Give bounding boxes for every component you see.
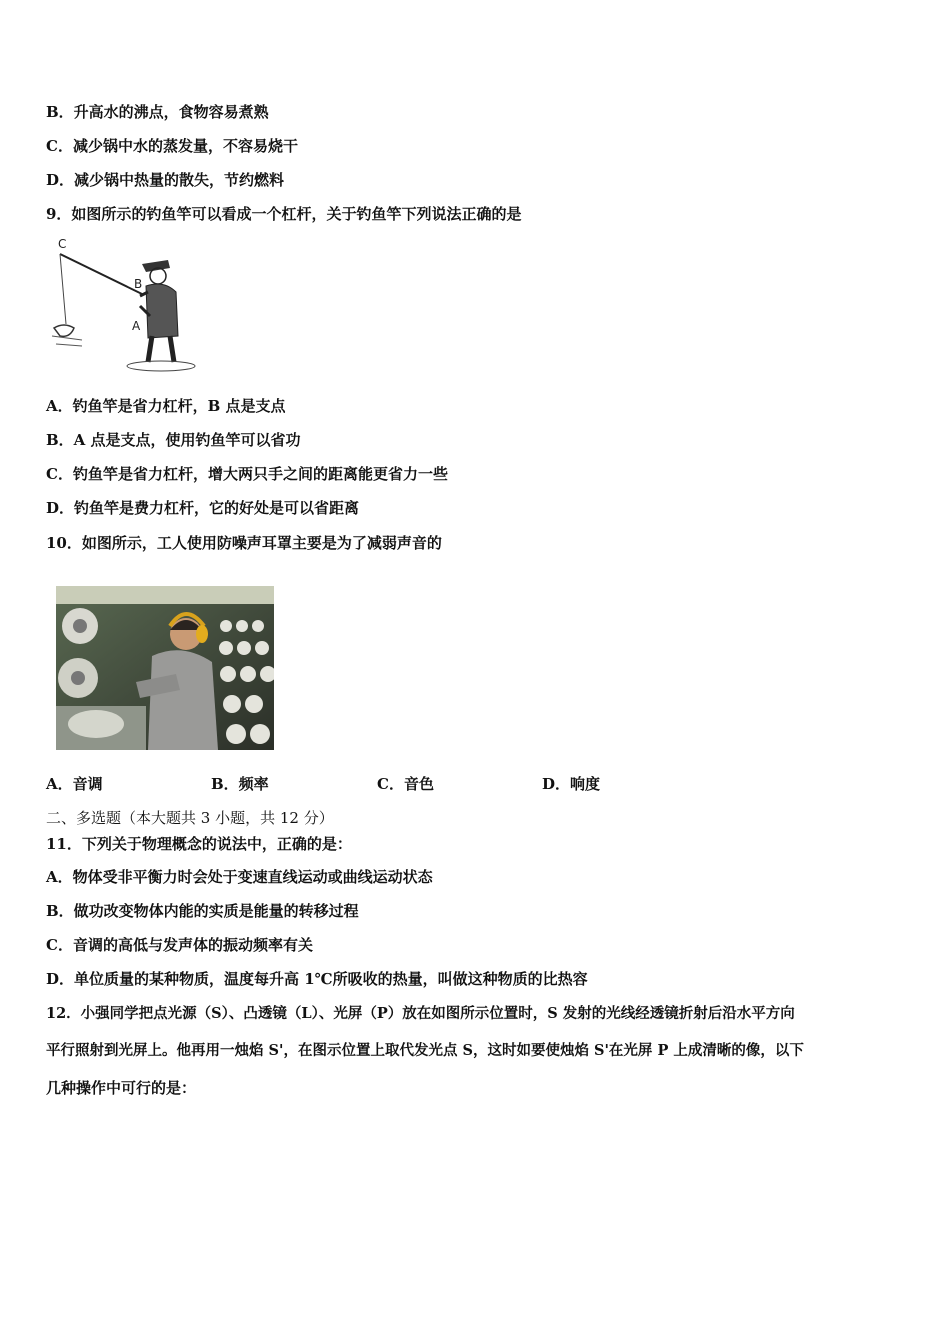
q10-option-a: A．音调 xyxy=(46,775,103,793)
q11-stem: 11．下列关于物理概念的说法中，正确的是： xyxy=(46,835,352,853)
q11-option-b: B．做功改变物体内能的实质是能量的转移过程 xyxy=(46,902,359,920)
q8-option-b: B．升高水的沸点，食物容易煮熟 xyxy=(46,103,269,121)
section-2-title: 二、多选题（本大题共 3 小题，共 12 分） xyxy=(46,809,334,827)
q11-option-a: A．物体受非平衡力时会处于变速直线运动或曲线运动状态 xyxy=(46,868,433,886)
fishing-rod-figure xyxy=(46,236,196,378)
q11-option-d: D．单位质量的某种物质，温度每升高 1℃所吸收的热量，叫做这种物质的比热容 xyxy=(46,970,588,988)
q9-option-c: C．钓鱼竿是省力杠杆，增大两只手之间的距离能更省力一些 xyxy=(46,465,448,483)
q8-option-d: D．减少锅中热量的散失，节约燃料 xyxy=(46,171,285,189)
q12-line-2: 平行照射到光屏上。他再用一烛焰 S'，在图示位置上取代发光点 S，这时如要使烛焰 S'在光屏 P 上成清晰的像，以下 xyxy=(46,1042,804,1059)
q12-line-1: 12．小强同学把点光源（S）、凸透镜（L）、光屏（P）放在如图所示位置时，S 发射的光线经透镜折射后沿水平方向 xyxy=(46,1005,795,1022)
q9-option-d: D．钓鱼竿是费力杠杆，它的好处是可以省距离 xyxy=(46,499,360,517)
q9-option-b: B．A 点是支点，使用钓鱼竿可以省功 xyxy=(46,431,301,449)
q9-stem: 9．如图所示的钓鱼竿可以看成一个杠杆，关于钓鱼竿下列说法正确的是 xyxy=(46,205,522,223)
q9-option-a: A．钓鱼竿是省力杠杆，B 点是支点 xyxy=(46,397,286,415)
q8-option-c: C．减少锅中水的蒸发量，不容易烧干 xyxy=(46,137,298,155)
worker-earmuffs-photo xyxy=(56,586,274,750)
q10-stem: 10．如图所示，工人使用防噪声耳罩主要是为了减弱声音的 xyxy=(46,534,442,552)
q11-option-c: C．音调的高低与发声体的振动频率有关 xyxy=(46,936,313,954)
fig-label-c: C xyxy=(58,237,67,251)
q10-option-b: B．频率 xyxy=(211,775,269,793)
fig-label-a: A xyxy=(132,319,141,333)
q12-line-3: 几种操作中可行的是： xyxy=(46,1079,197,1097)
q10-option-c: C．音色 xyxy=(377,775,434,793)
fig-label-b: B xyxy=(134,277,143,291)
q10-option-d: D．响度 xyxy=(542,775,601,793)
